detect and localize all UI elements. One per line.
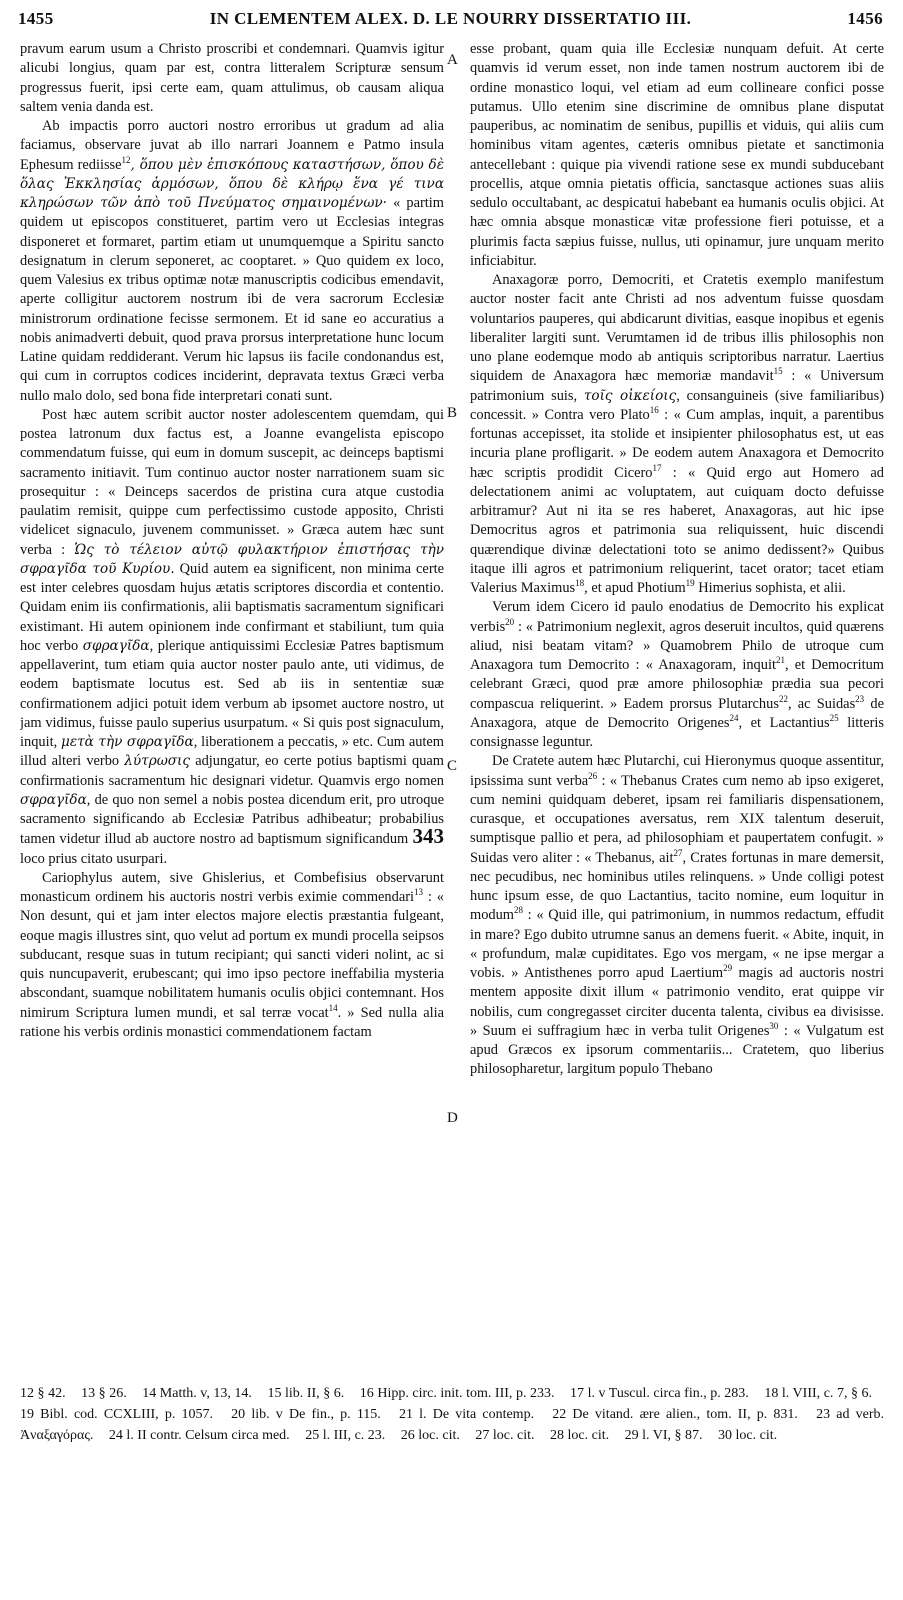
footnote: 24 l. II contr. Celsum circa med. bbox=[108, 1428, 290, 1443]
footnote: 20 lib. v De fin., p. 115. bbox=[231, 1407, 381, 1422]
footnote: 30 loc. cit. bbox=[718, 1428, 778, 1443]
footnote: 12 § 42. bbox=[20, 1386, 66, 1401]
footnote: 15 lib. II, § 6. bbox=[267, 1386, 345, 1401]
paragraph: esse probant, quam quia ille Ecclesiæ nunquam defuit. At certe quamvis id verum esset, non inde tamen nostrum auctorem ibi de ordine monastico loqui, vel etiam ad eum collineare confici posse putamus. Ullo etenim sine discrimine de omnibus plane disputat pauperibus, ac nominatim de senibus, pupillis et viduis, qui aliis cum hominibus vitam agentes, cæteris omnibus pietate et sanctimonia antecellebant : quique pia vivendi ratione sese ex mundi subducebant procellis, atque omnia pietatis officia, sanctasque actiones suas aliis sedulo occultabant, ac despicatui habebant ea humanis oculis objici. At hæc omnia absque monasticæ vitæ professione fieri potuisse, et a plurimis facta sæpius fuisse, nullus, uti opinamur, jure unquam merito inficiabitur. bbox=[470, 41, 884, 269]
running-title: IN CLEMENTEM ALEX. D. LE NOURRY DISSERTATIO III. bbox=[209, 9, 692, 28]
footnote: 16 Hipp. circ. init. tom. III, p. 233. bbox=[359, 1386, 555, 1401]
footnote: 26 loc. cit. bbox=[400, 1428, 460, 1443]
footnote: 19 Bibl. cod. CCXLIII, p. 1057. bbox=[20, 1407, 213, 1422]
footnote: 29 l. VI, § 87. bbox=[624, 1428, 703, 1443]
margin-marker-b: B bbox=[447, 405, 458, 421]
paragraph: De Cratete autem hæc Plutarchi, cui Hieronymus quoque assentitur, ipsissima sunt verba$^{26}$ : « Thebanus Crates cum nemo ab ipso exigeret, cum nemini quidquam deberet, ipsam rei familiaris dispensationem, curasque, et occupationes aversatus, rem XIX talentum deseruit, sumptisque pallio et pera, ad philosophiam et paupertatem confugit. » Suidas vero aliter : « Thebanus, ait$^{27}$, Crates fortunas in mare demersit, nec pecudibus, nec hominibus utiles relinquens. » Unde colligi potest hunc ipsum esse, de quo Lactantius, tacito nomine, eum loquitur in modum$^{28}$ : « Quid ille, qui patrimonium, in nummos redactum, effudit in mare? Ego dubito utrumne sanus an demens fuerit. « Abite, inquit, in « profundum, malæ cupiditates. Ego vos mergam, « ne ipse mergar a vobis. » Antisthenes porro apud Laertium$^{29}$ magis ad auctoris nostri mentem apposite dixit illum « patrimonio vendito, erat quippe vir nobilis, cum congregasset circiter ducenta talenta, civibus ea divisisse. » Suum ei suffragium hæc in verba tulit Origenes$^{30}$ : « Vulgatum est apud Græcos ex ipsorum commentariis... Cratetem, quo liberius philosopharetur, largitum populo Thebano bbox=[470, 753, 884, 1078]
right-column bbox=[470, 40, 884, 1380]
footnote: 13 § 26. bbox=[81, 1386, 127, 1401]
footnote: 18 l. VIII, c. 7, § 6. bbox=[764, 1386, 873, 1401]
footnote-ref: 13 bbox=[414, 887, 423, 898]
footnote: 27 loc. cit. bbox=[475, 1428, 535, 1443]
left-column bbox=[20, 40, 444, 1380]
margin-marker-d: D bbox=[447, 1110, 458, 1126]
footnote: 25 l. III, c. 23. bbox=[305, 1428, 386, 1443]
paragraph: Verum idem Cicero id paulo enodatius de Democrito his explicat verbis$^{20}$ : « Patrimonium neglexit, agros deseruit incultos, quid quærens aliud, nisi beatam vitam? » Quamobrem Philo de utroque cum Anaxagora tum Democrito : « Anaxagoram, inquit$^{21}$, et Democritum celebrant Græci, quod præ amore philosophiæ prædia sua pecori compascua reliquerint. » Eadem prorsus Plutarchus$^{22}$, ac Suidas$^{23}$ de Anaxagora, atque de Democrito Origenes$^{24}$, et Lactantius$^{25}$ litteris consignasse leguntur. bbox=[470, 599, 884, 750]
margin-marker-a: A bbox=[447, 52, 458, 68]
margin-marker-c: C bbox=[447, 758, 458, 774]
footnote: 28 loc. cit. bbox=[550, 1428, 610, 1443]
footnote: 14 Matth. v, 13, 14. bbox=[142, 1386, 252, 1401]
greek-quote: , ὅπου μὲν ἐπισκόπους καταστήσων, ὅπου δὲ ὅλας Ἐκκλησίας ἁρμόσων, ὅπου δὲ κλήρῳ ἕνα γέ τινα κληρώσων τῶν ἀπὸ τοῦ Πνεύματος σημαινομένων· bbox=[20, 156, 444, 211]
footnote-ref: 12 bbox=[121, 154, 131, 165]
footnotes bbox=[20, 1383, 884, 1446]
inline-column-number: 343 bbox=[412, 824, 444, 849]
footnote: 22 De vitand. ære alien., tom. II, p. 831. bbox=[552, 1407, 798, 1422]
paragraph: Ab impactis porro auctori nostro erroribus ut gradum ad alia faciamus, observare juvat ab illo narrari Joannem e Patmo insula Ephesum rediisse$^{12}$, ὅπου μὲν ἐπισκόπους καταστήσων, ὅπου δὲ ὅλας Ἐκκλησίας ἁρμόσων, ὅπου δὲ κλήρῳ ἕνα γέ τινα κληρώσων τῶν ἀπὸ τοῦ Πνεύματος σημαινομένων· « partim quidem ut episcopos constitueret, partim vero ut Ecclesias integras disponeret et formaret, partim etiam ut unumquemque a Spiritu sancto designatum in clerum seponeret, ac cooptaret. » Quo quidem ex loco, quem Valesius ex tribus optimæ notæ manuscriptis codicibus emendavit, aperte colligitur auctorem nostrum ibi de vera sacrorum Ecclesiæ ministrorum ordinatione fecisse sermonem. Et id sane eo accuratius a nobis animadverti debuit, quod prava prorsus interpretatione hunc locum Latine quidam reddiderant. Verum hic lapsus iis facile condonandus est, qui cum in corruptos codices inciderint, depravata textus Græci verba nullo malo dolo, sed bona fide interpretari conati sunt. bbox=[20, 118, 444, 404]
paragraph: pravum earum usum a Christo proscribi et condemnari. Quamvis igitur alicubi longius, quam par est, contra litteralem Scripturæ sensum progressus fuerit, ipsi certe eam, quam attulimus, ob causam aliqua saltem venia danda est. bbox=[20, 41, 444, 115]
paragraph: Anaxagoræ porro, Democriti, et Cratetis exemplo manifestum auctor noster facit ante Christi ad nos adventum fuisse quosdam voluntarios pauperes, qui abdicarunt divitias, easque inopibus et egenis liberaliter largiti sunt. Verumtamen id de tribus illis philosophis non uno plane eodemque modo ab antiquis scriptoribus narratur. Laertius siquidem de Anaxagora hæc memoriæ mandavit$^{15}$ : « Universum patrimonium suis, τοῖς οἰκείοις, consanguineis (sive familiaribus) concessit. » Contra vero Plato$^{16}$ : « Cum amplas, inquit, a parentibus fortunas accepisset, ita stolide et insipienter philosophatus est, ut eas incuria plane profligarit. » De eodem autem Anaxagora et Democrito hæc scriptis prodidit Cicero$^{17}$ : « Quid ergo aut Homero ad delectationem animi ac voluptatem, aut cuiquam docto defuisse arbitramur? Aut ni ita se res haberet, Anaxagoras, aut hic ipse Democritus agros et patrimonia sua reliquissent, huic discendi quærendique divinæ delectationi toto se animo dedissent?» Quibus itaque illi agros et patrimonium reliquerint, tacet orator; tacet etiam Valerius Maximus$^{18}$, et apud Photium$^{19}$ Himerius sophista, et alii. bbox=[470, 272, 884, 596]
paragraph: Post hæc autem scribit auctor noster adolescentem quemdam, qui postea latronum dux factus est, a Joanne evangelista episcopo commendatum fuisse, qui eum in domum suscepit, ac deinceps baptismi sacramento initiavit. Tum continuo auctor noster narrationem suam sic prosequitur : « Deinceps sacerdos de pristina cura atque custodia paulatim remisit, quippe cum perfectissimo custode apposito, Christi videlicet signaculo, juvenem communisset. » Græca autem hæc sunt verba : Ὡς τὸ τέλειον αὐτῷ φυλακτήριον ἐπιστήσας τὴν σφραγῖδα τοῦ Κυρίου. Quid autem ea significent, non minima certe est inter celebres quosdam hujus ætatis scriptores discordia et contentio. Quidam enim iis confirmationis, alii baptismatis sacramentum significari existimant. Hi autem opinionem inde confirmant et stabiliunt, tum quia hoc verbo σφραγῖδα, plerique antiquissimi Ecclesiæ Patres baptismum appellaverint, tum etiam quia auctor noster paulo ante, uti vidimus, de eodem baptismate locutus est. Sed ab iis in sententiæ suæ confirmationem adjici potuit idem verbum ab ipsomet auctore nostro, ut jam vidimus, fuisse paulo superius usurpatum. « Si quis post signaculum, inquit, μετὰ τὴν σφραγῖδα, liberationem a peccatis, » etc. Cum autem illud alteri verbo λύτρωσις adjungatur, eo certe potius baptismi quam confirmationis sacramentum hic designari videtur. Quamvis ergo nomen σφραγῖδα, de quo non semel a nobis postea dicendum erit, pro utroque sacramento significando ab Ecclesiæ Patribus adhibeatur; probabilius tamen videtur illud ab auctore nostro ad baptismum significandum 343 loco prius citato usurpari. bbox=[20, 406, 444, 867]
paragraph: Cariophylus autem, sive Ghislerius, et Combefisius observarunt monasticum ordinem his auctoris nostri verbis eximie commendari$^{13}$ : « Non desunt, qui et jam inter electos majore electis præstantia fulgeant, eoque magis illustres sint, quo velut ad portum ex mundi procella seipsos subducant, resque suas in tutum recipiant; qui sancti videri nolint, ac si quis nuncupaverit, erubescant; qui imo ipso pectore ineffabilia mysteria abscondant, suamque nobilitatem humanis oculis objici contemnant. Hos nimirum Scriptura lumen mundi, et sal terræ vocat$^{14}$. » Sed nulla alia ratione his verbis ordinis monastici commendationem factam bbox=[20, 869, 444, 1040]
footnote-ref: 14 bbox=[328, 1002, 338, 1013]
running-header bbox=[18, 9, 883, 35]
footnote: 23 ad verb. Ἀναξαγόρας. bbox=[20, 1407, 885, 1443]
page-number-right: 1456 bbox=[847, 9, 883, 28]
footnote: 17 l. v Tuscul. circa fin., p. 283. bbox=[570, 1386, 749, 1401]
page-number-left: 1455 bbox=[18, 9, 54, 28]
greek-quote: Ὡς τὸ τέλειον αὐτῷ φυλακτήριον ἐπιστήσας τὴν σφραγῖδα τοῦ Κυρίου. bbox=[20, 541, 444, 577]
footnote: 21 l. De vita contemp. bbox=[398, 1407, 535, 1422]
